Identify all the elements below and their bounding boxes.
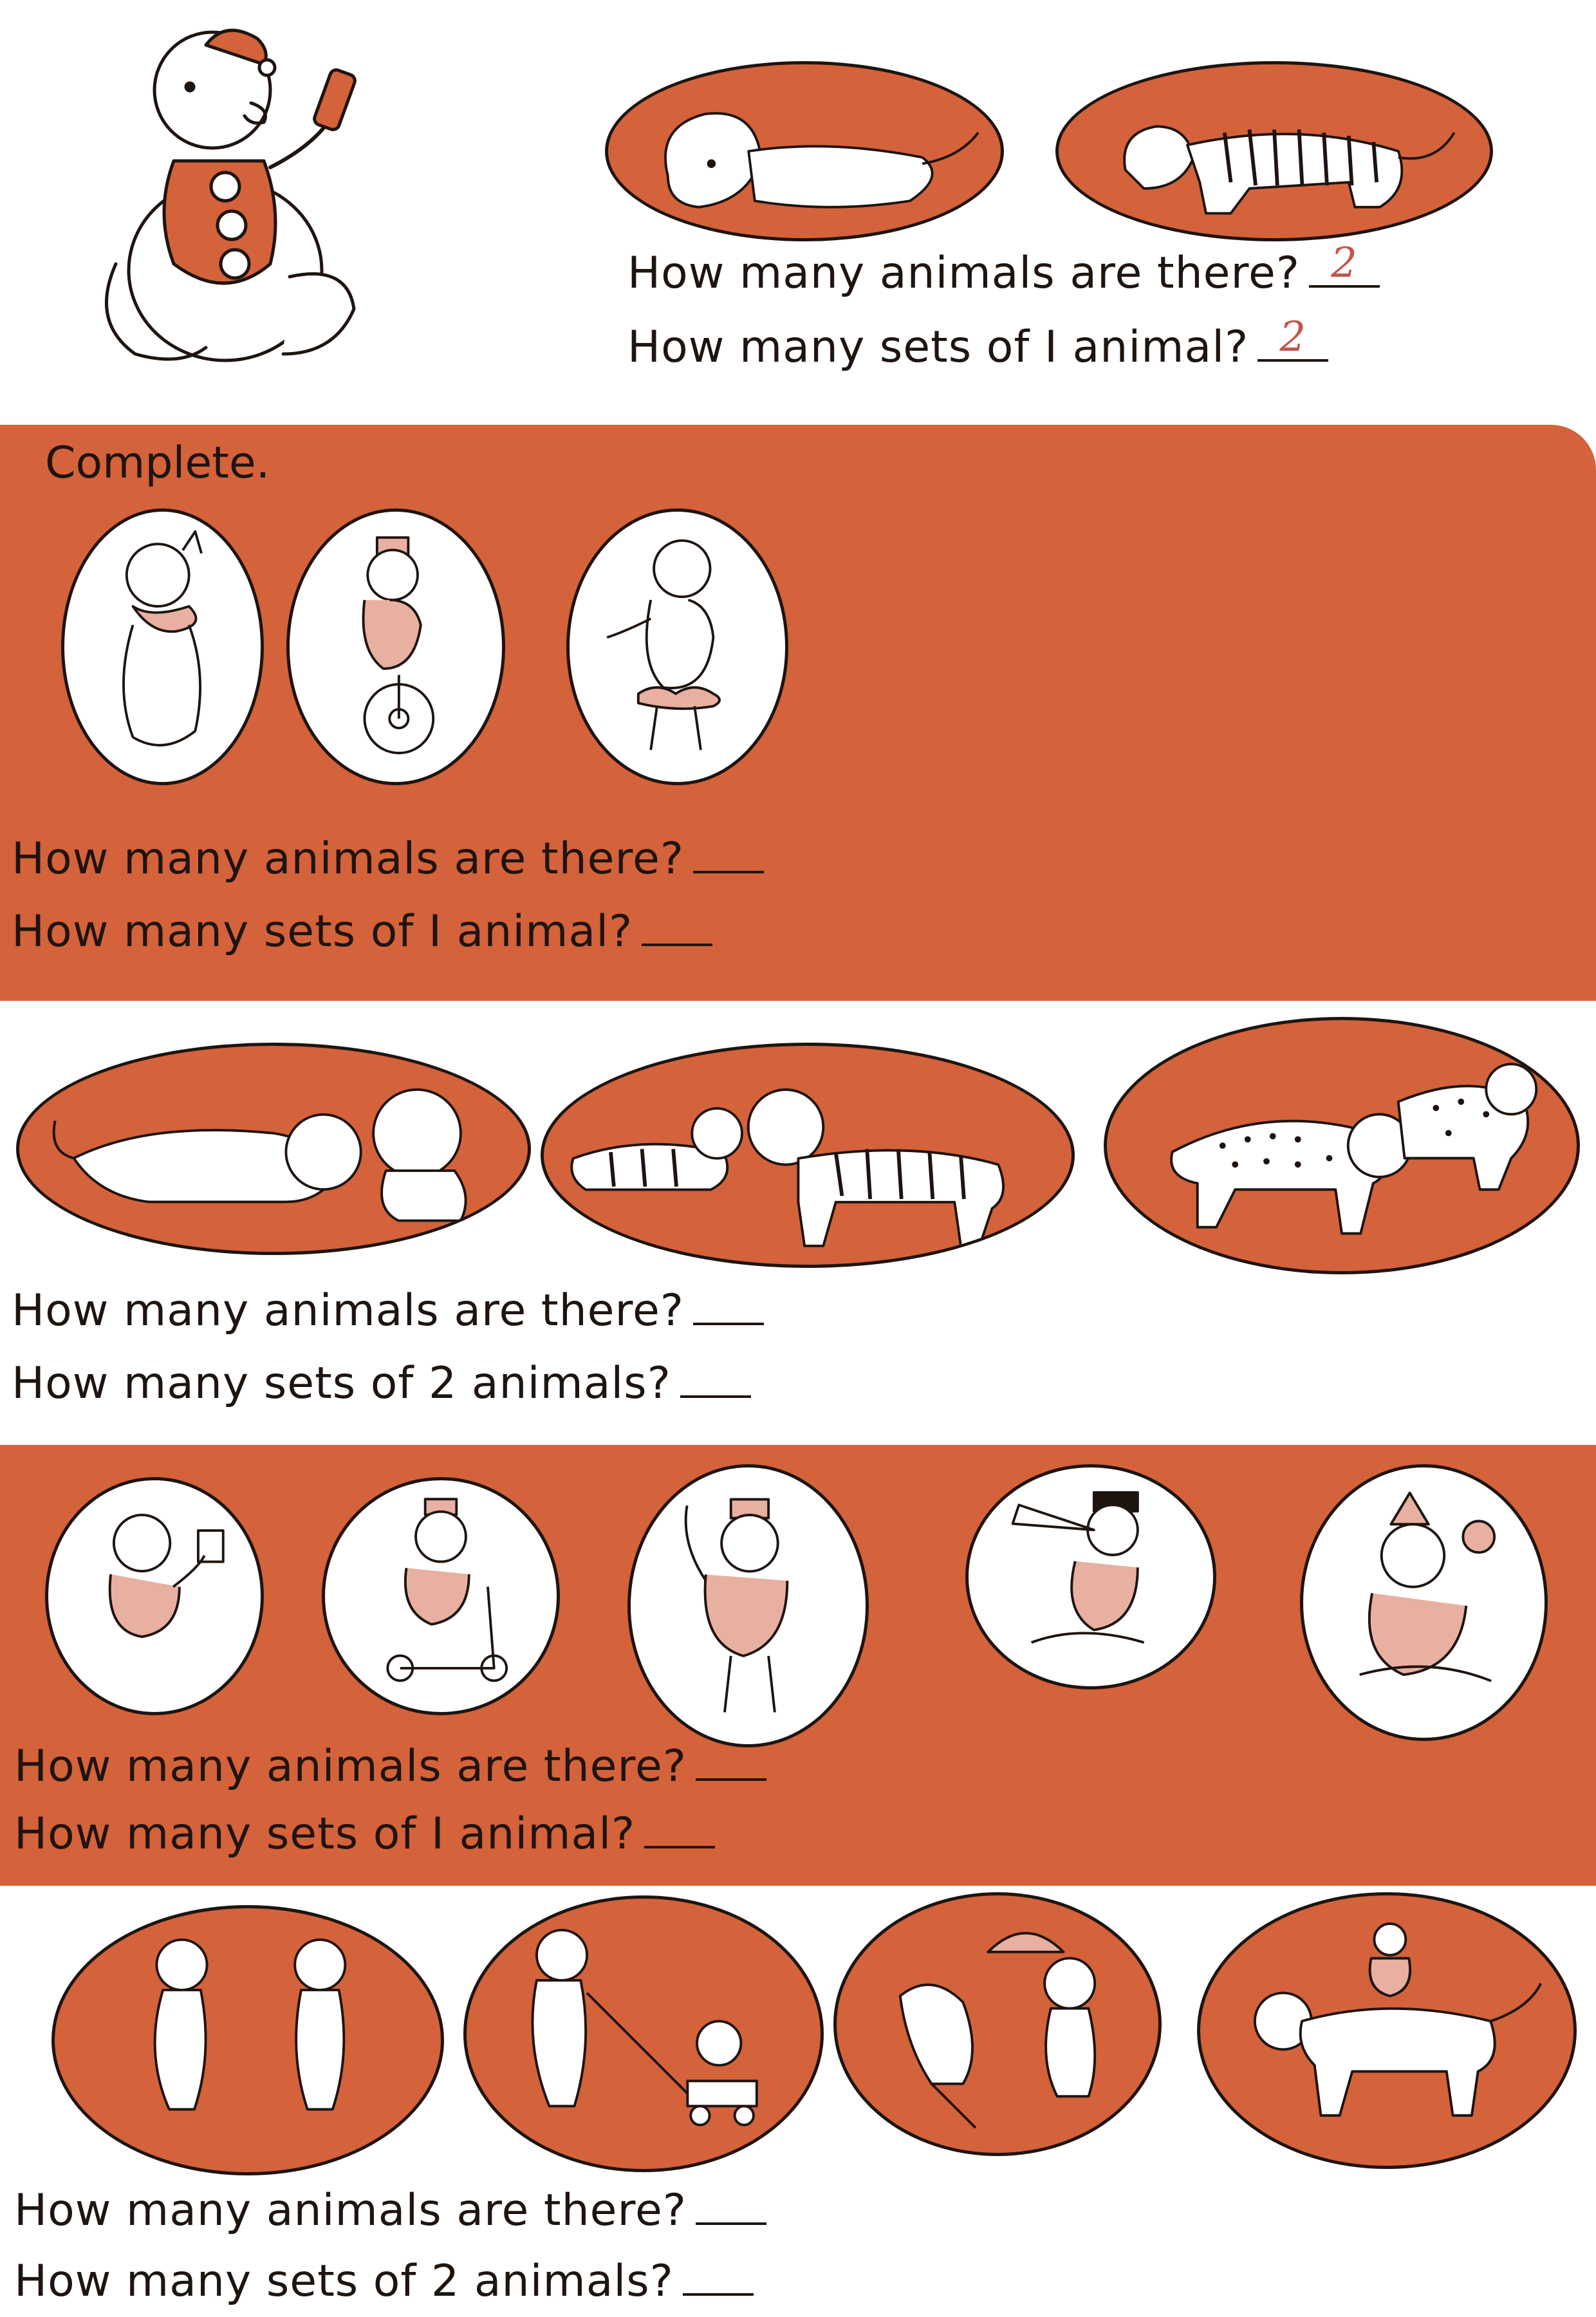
example-question-animals: How many animals are there? 2 <box>627 248 1380 299</box>
monkey-icon <box>1303 1467 1545 1738</box>
section-dogs-question-sets: How many sets of 2 animals? <box>14 2256 754 2307</box>
example-answer-sets: 2 <box>1279 313 1307 361</box>
tiger-icon <box>544 1046 1072 1265</box>
example-answer-animals: 2 <box>1331 239 1358 287</box>
lion-icon <box>608 64 1001 238</box>
section-cats-question-animals: How many animals are there? <box>12 1285 764 1337</box>
tiger-icon <box>1059 64 1490 238</box>
bear-icon <box>570 512 785 782</box>
section-cats-answer-blank-sets[interactable] <box>680 1359 751 1398</box>
section-monkeys-answer-blank-sets[interactable] <box>644 1810 715 1848</box>
section-bears-question-sets: How many sets of I animal? <box>12 906 712 958</box>
section-monkeys-answer-blank-animals[interactable] <box>696 1742 766 1781</box>
section-bears <box>0 425 1596 1001</box>
bear-clown-icon <box>77 19 438 380</box>
lions-picture <box>16 1043 531 1255</box>
dogs-dancing-picture <box>51 1905 444 2175</box>
section-dogs-question-animals: How many animals are there? <box>14 2185 766 2237</box>
monkey-mirror-picture <box>45 1477 264 1715</box>
section-monkeys <box>0 1445 1596 1886</box>
dog-icon <box>55 1908 441 2172</box>
monkey-clown-picture <box>1300 1464 1548 1741</box>
section-dogs-answer-blank-animals[interactable] <box>696 2186 766 2225</box>
leopards-picture <box>1104 1017 1580 1274</box>
lion-icon <box>19 1046 528 1252</box>
monkey-scooter-picture <box>322 1477 560 1715</box>
dogs-umbrella-picture <box>833 1892 1162 2156</box>
example-answer-blank-animals[interactable] <box>1309 239 1380 288</box>
monkey-waving-picture <box>627 1464 869 1747</box>
monkey-icon <box>325 1480 557 1712</box>
bear-clown-illustration <box>77 19 438 380</box>
leopard-icon <box>1107 1020 1577 1271</box>
example-question-sets: How many sets of I animal? 2 <box>627 322 1328 373</box>
dog-icon <box>1200 1895 1573 2166</box>
section-cats-question-sets: How many sets of 2 animals? <box>12 1358 751 1410</box>
bear-tutu-picture <box>566 508 788 785</box>
tigers-picture <box>541 1043 1075 1268</box>
section-monkeys-question-animals: How many animals are there? <box>14 1741 766 1792</box>
monkey-icon <box>969 1467 1213 1686</box>
dog-rider-picture <box>1197 1892 1577 2169</box>
dog-icon <box>467 1899 821 2169</box>
complete-heading: Complete. <box>45 438 270 489</box>
example-lion-picture <box>605 61 1004 241</box>
section-bears-question-animals: How many animals are there? <box>12 833 764 885</box>
section-bears-answer-blank-sets[interactable] <box>642 907 712 946</box>
section-monkeys-question-sets: How many sets of I animal? <box>14 1809 715 1860</box>
section-dogs-answer-blank-sets[interactable] <box>683 2257 754 2296</box>
section-bears-answer-blank-animals[interactable] <box>693 835 764 873</box>
bear-icon <box>290 512 502 782</box>
monkey-icon <box>48 1480 261 1712</box>
example-tiger-picture <box>1055 61 1493 241</box>
example-answer-blank-sets[interactable] <box>1257 313 1328 362</box>
bear-clown-picture <box>61 508 264 785</box>
bear-unicycle-picture <box>286 508 505 785</box>
monkey-horn-picture <box>965 1464 1216 1689</box>
section-cats-answer-blank-animals[interactable] <box>693 1287 764 1325</box>
monkey-icon <box>631 1467 866 1744</box>
dog-icon <box>837 1895 1158 2153</box>
dog-cart-picture <box>463 1895 824 2172</box>
bear-icon <box>64 512 261 782</box>
